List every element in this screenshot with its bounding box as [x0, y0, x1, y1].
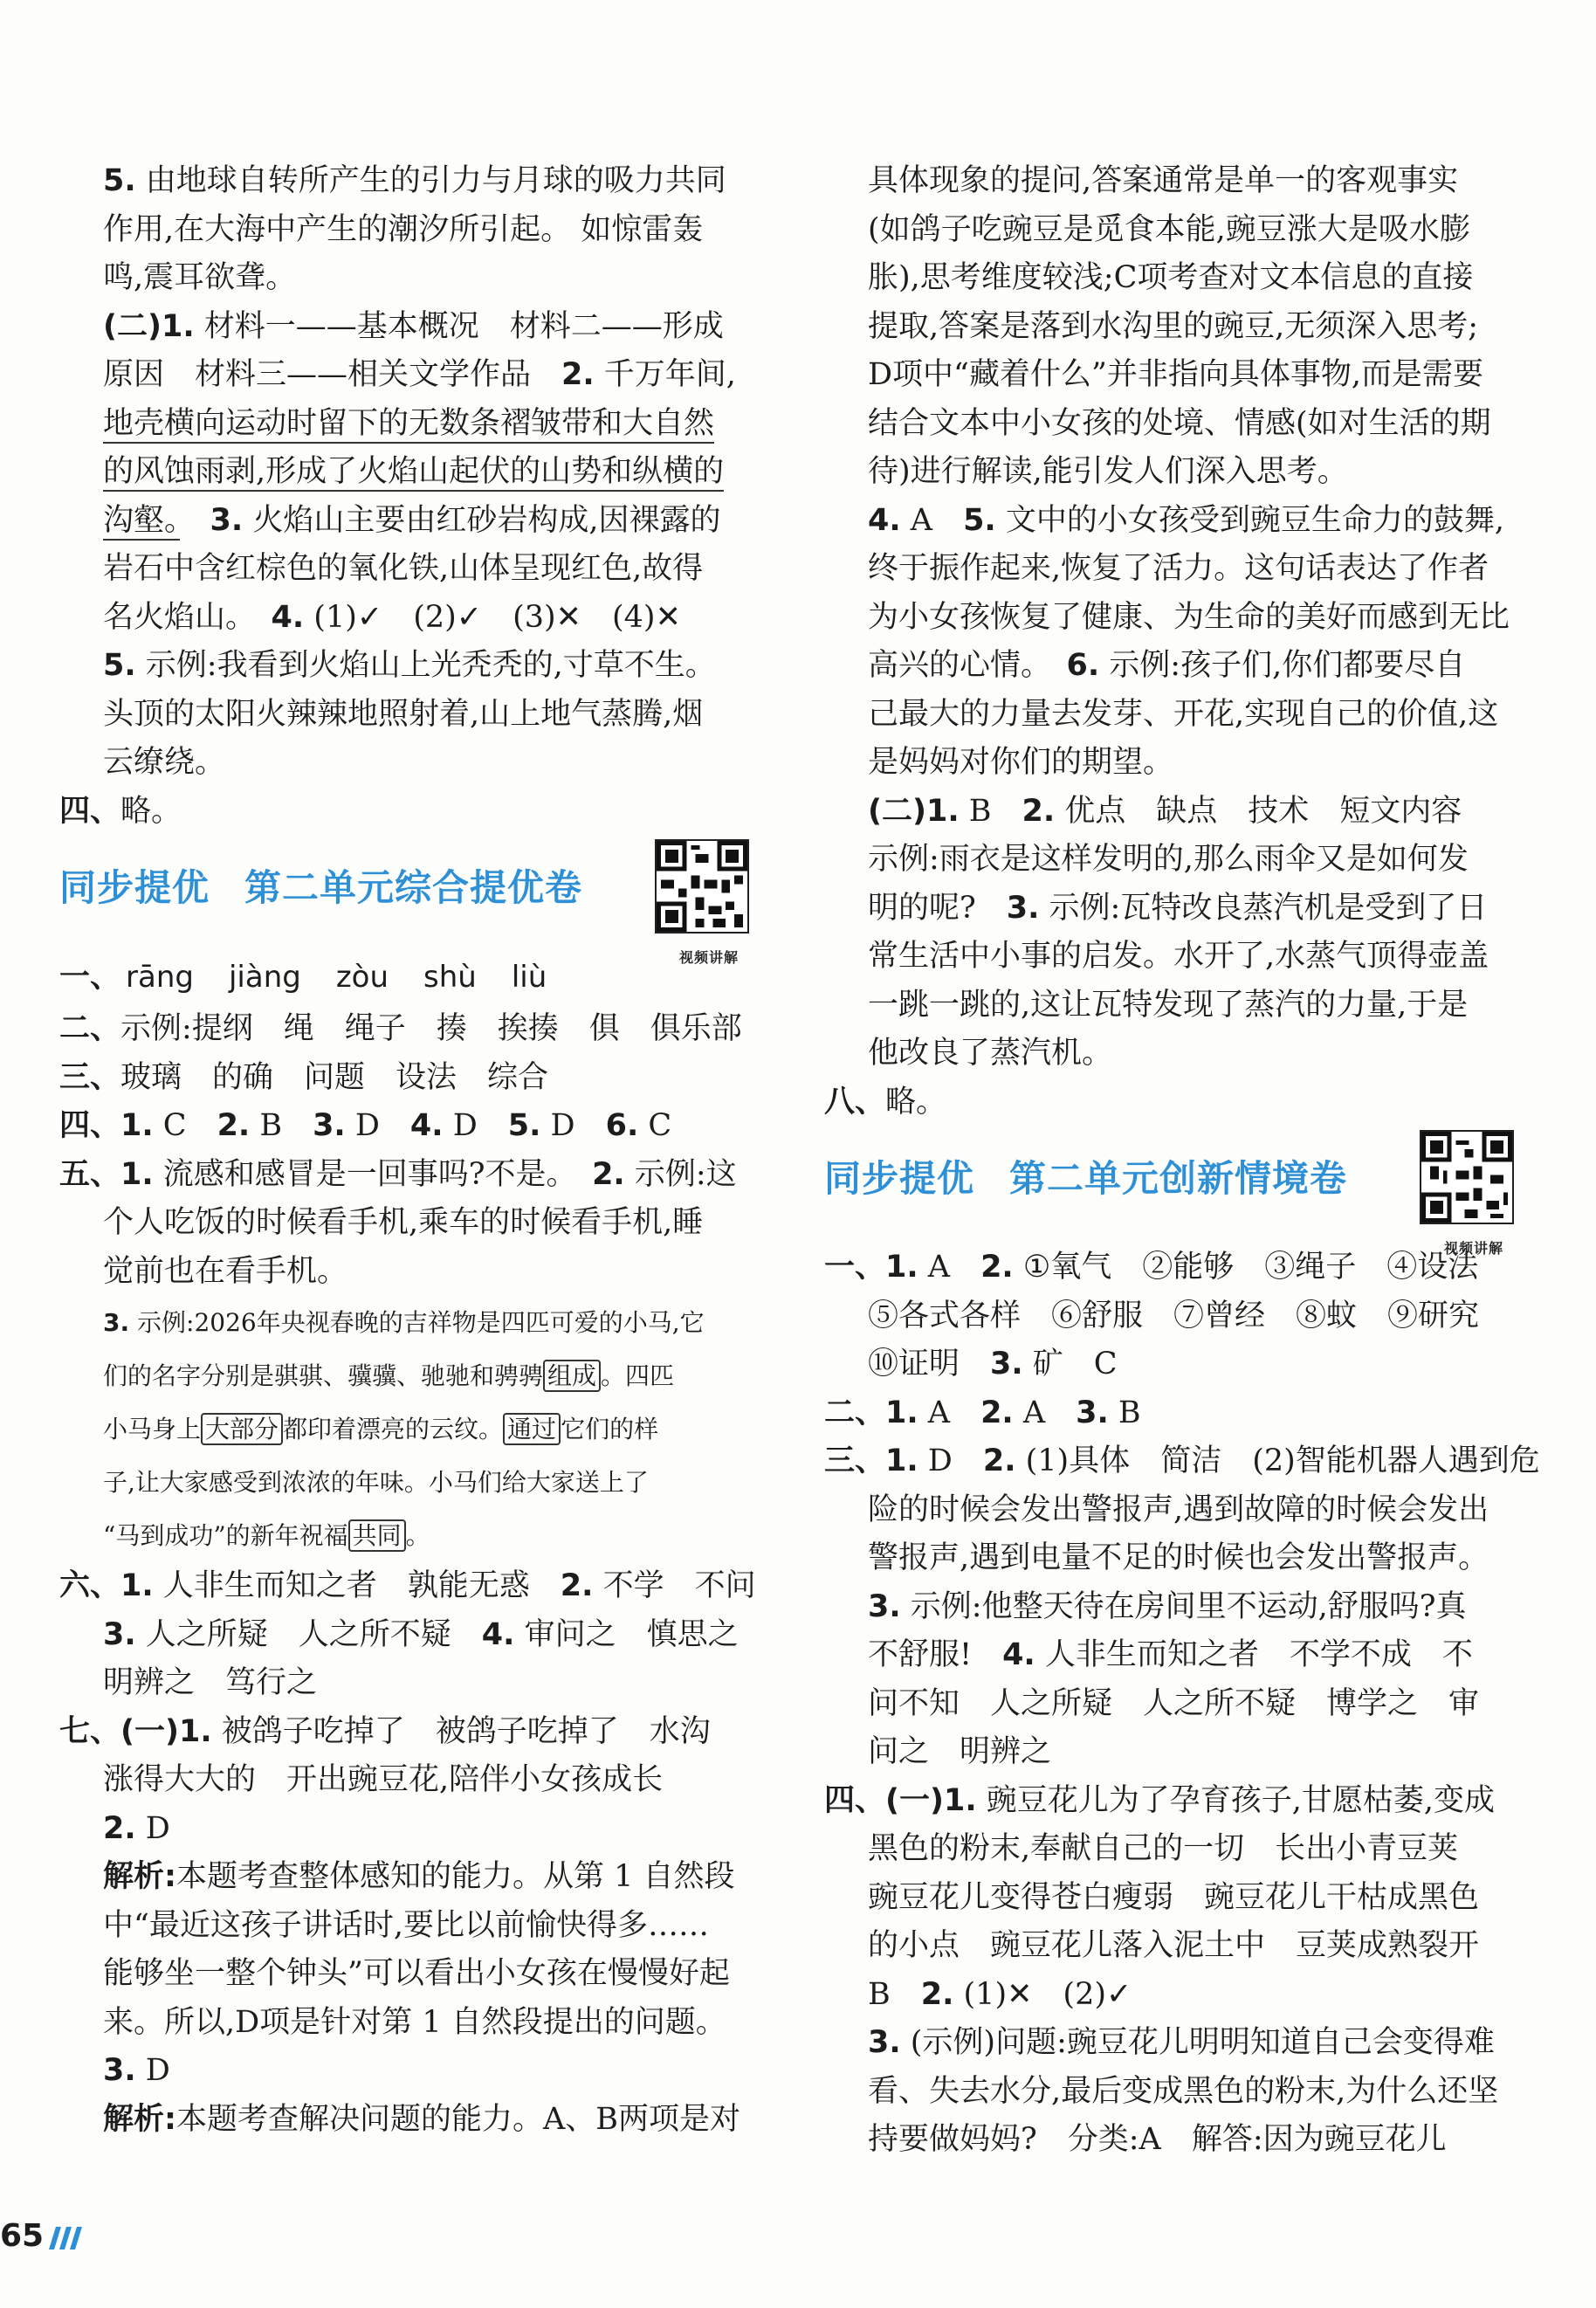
right-bottom-line-13: 黑色的粉末,奉献自己的一切 长出小青豆荚: [868, 1831, 1459, 1866]
right-top-line-9: 终于振作起来,恢复了活力。这句话表达了作者: [868, 551, 1489, 586]
left-answers-end: [59, 1562, 756, 2144]
pinyin-answers: [59, 940, 749, 1002]
pinyin-4: shù: [423, 959, 477, 995]
left-top-line-1: 5. 由地球自转所产生的引力与月球的吸力共同: [103, 163, 726, 198]
right-top-line-4: 提取,答案是落到水沟里的豌豆,无须深入思考;: [868, 308, 1479, 344]
right-bottom-line-8: 3. 示例:他整天待在房间里不运动,舒服吗?真: [868, 1588, 1467, 1624]
left-end-line-5: 涨得大大的 开出豌豆花,陪伴小女孩成长: [103, 1762, 664, 1797]
right-top-line-16: 明的呢? 3. 示例:瓦特改良蒸汽机是受到了日: [868, 890, 1488, 926]
right-top-line-2: (如鸽子吃豌豆是觅食本能,豌豆涨大是吸水膨: [868, 211, 1470, 247]
left-correction-line-3: 小马身上 大部分 都印着漂亮的云纹。 通过 它们的样: [103, 1415, 659, 1443]
left-top-line-4: (二)1. 材料一——基本概况 材料二——形成: [103, 308, 724, 344]
right-bottom-line-2: ⑤各式各样 ⑥舒服 ⑦曾经 ⑧蚊 ⑨研究: [868, 1298, 1480, 1333]
right-top-line-5: D项中“藏着什么”并非指向具体事物,而是需要: [868, 357, 1483, 392]
right-bottom-line-18: 看、失去水分,最后变成黑色的粉末,为什么还坚: [868, 2073, 1499, 2109]
left-correction-line-4: 子,让大家感受到浓浓的年味。小马们给大家送上了: [103, 1468, 649, 1497]
section-title-innovation: [824, 1126, 1514, 1257]
left-correction-line-5: “马到成功”的新年祝福 共同 。: [103, 1521, 430, 1550]
right-top-line-13: 是妈妈对你们的期望。: [868, 745, 1174, 780]
section-title-name: 第二单元综合提优卷: [244, 866, 583, 910]
right-top-line-8: 4. A 5. 文中的小女孩受到豌豆生命力的鼓舞,: [868, 502, 1504, 538]
left-end-line-9: 能够坐一整个钟头”可以看出小女孩在慢慢好起: [103, 1956, 730, 1991]
page-number-stripes-icon: [49, 2227, 84, 2253]
left-top-line-14: 四、略。: [59, 793, 182, 829]
left-top-line-3: 鸣,震耳欲聋。: [103, 260, 297, 295]
left-end-line-4: 七、(一)1. 被鸽子吃掉了 被鸽子吃掉了 水沟: [59, 1713, 711, 1749]
right-top-line-12: 己最大的力量去发芽、开花,实现自己的价值,这: [868, 696, 1499, 732]
qr-caption: 视频讲解: [678, 949, 739, 966]
right-bottom-line-19: 持要做妈妈? 分类:A 解答:因为豌豆花儿: [868, 2122, 1447, 2157]
right-top-line-3: 胀),思考维度较浅;C项考查对文本信息的直接: [868, 260, 1474, 295]
right-bottom-line-15: 的小点 豌豆花儿落入泥土中 豆荚成熟裂开: [868, 1928, 1480, 1963]
right-answers-top: [824, 157, 1514, 1126]
left-top-line-6: 地壳横向运动时留下的无数条褶皱带和大自然: [59, 400, 749, 449]
right-top-line-20: 八、略。: [824, 1084, 947, 1120]
left-top-line-13: 云缭绕。: [103, 745, 226, 780]
right-bottom-line-4: 二、1. A 2. A 3. B: [824, 1395, 1141, 1430]
right-top-line-1: 具体现象的提问,答案通常是单一的客观事实: [868, 163, 1459, 198]
right-bottom-line-12: 四、(一)1. 豌豆花儿为了孕育孩子,甘愿枯萎,变成: [824, 1782, 1496, 1818]
left-bottom-line-6: 觉前也在看手机。: [103, 1253, 348, 1289]
left-top-line-12: 头顶的太阳火辣辣地照射着,山上地气蒸腾,烟: [103, 696, 704, 732]
left-end-line-11: 3. D: [103, 2053, 170, 2088]
right-column: [824, 157, 1540, 2165]
right-bottom-line-16: B 2. (1)✕ (2)✓: [868, 1976, 1132, 2012]
left-end-line-1: 六、1. 人非生而知之者 孰能无惑 2. 不学 不问: [59, 1568, 756, 1603]
right-top-line-6: 结合文本中小女孩的处境、情感(如对生活的期: [868, 405, 1491, 441]
qr-code-icon[interactable]: [655, 839, 749, 934]
left-top-line-7: 的风蚀雨剥,形成了火焰山起伏的山势和纵横的: [59, 448, 749, 497]
right-top-line-11: 高兴的心情。 6. 示例:孩子们,你们都要尽自: [868, 648, 1466, 683]
right-top-line-18: 一跳一跳的,这让瓦特发现了蒸汽的力量,于是: [868, 987, 1469, 1023]
right-bottom-line-14: 豌豆花儿变得苍白瘦弱 豌豆花儿干枯成黑色: [868, 1879, 1480, 1915]
left-top-line-11: 5. 示例:我看到火焰山上光秃秃的,寸草不生。: [103, 648, 716, 683]
right-bottom-line-17: 3. (示例)问题:豌豆花儿明明知道自己会变得难: [868, 2025, 1495, 2060]
pinyin-3: zòu: [335, 959, 389, 995]
right-top-line-15: 示例:雨衣是这样发明的,那么雨伞又是如何发: [868, 842, 1469, 877]
left-top-line-9: 岩石中含红棕色的氧化铁,山体呈现红色,故得: [103, 551, 704, 586]
section-title-name: 第二单元创新情境卷: [1009, 1157, 1348, 1201]
right-top-line-7: 待)进行解读,能引发人们深入思考。: [868, 454, 1348, 489]
right-top-line-14: (二)1. B 2. 优点 缺点 技术 短文内容: [868, 793, 1462, 829]
right-bottom-line-6: 险的时候会发出警报声,遇到故障的时候会发出: [868, 1492, 1489, 1527]
left-end-line-12: 解析:本题考查解决问题的能力。A、B两项是对: [103, 2101, 740, 2137]
right-bottom-line-9: 不舒服! 4. 人非生而知之者 不学不成 不: [868, 1637, 1473, 1672]
left-answers-corrections: [59, 1296, 749, 1562]
left-top-line-10: 名火焰山。 4. (1)✓ (2)✓ (3)✕ (4)✕: [103, 599, 681, 635]
left-column: [59, 157, 756, 2144]
left-answers-top: [59, 157, 749, 836]
right-top-line-17: 常生活中小事的启发。水开了,水蒸气顶得壶盖: [868, 939, 1489, 974]
question-number-one: 一、: [59, 959, 121, 995]
left-top-line-8: 沟壑。 3. 火焰山主要由红砂岩构成,因裸露的: [59, 497, 749, 546]
right-top-line-19: 他改良了蒸汽机。: [868, 1036, 1113, 1071]
left-end-line-2: 3. 人之所疑 人之所不疑 4. 审问之 慎思之: [103, 1616, 739, 1652]
pinyin-5: liù: [511, 959, 547, 995]
qr-caption: 视频讲解: [1443, 1240, 1503, 1257]
page-number: 65: [0, 2218, 45, 2254]
right-answers-bottom: [824, 1244, 1540, 2165]
left-answers-bottom: [59, 1005, 749, 1296]
left-bottom-line-5: 个人吃饭的时候看手机,乘车的时候看手机,睡: [103, 1205, 704, 1240]
section-title-comprehensive: [59, 836, 749, 966]
section-title-prefix: 同步提优: [59, 866, 210, 910]
right-top-line-10: 为小女孩恢复了健康、为生命的美好而感到无比: [868, 599, 1510, 635]
left-end-line-8: 中“最近这孩子讲话时,要比以前愉快得多……: [103, 1907, 710, 1943]
right-bottom-line-10: 问不知 人之所疑 人之所不疑 博学之 审: [868, 1685, 1480, 1721]
right-bottom-line-5: 三、1. D 2. (1)具体 简洁 (2)智能机器人遇到危: [824, 1443, 1540, 1478]
left-end-line-3: 明辨之 笃行之: [103, 1665, 318, 1700]
left-bottom-line-1: 二、示例:提纲 绳 绳子 揍 挨揍 俱 俱乐部: [59, 1011, 742, 1046]
section-title-prefix: 同步提优: [824, 1157, 975, 1201]
left-top-line-2: 作用,在大海中产生的潮汐所引起。 如惊雷轰: [103, 211, 704, 247]
left-bottom-line-2: 三、玻璃 的确 问题 设法 综合: [59, 1059, 549, 1095]
left-bottom-line-3: 四、1. C 2. B 3. D 4. D 5. D 6. C: [59, 1108, 672, 1143]
pinyin-1: rāng: [126, 959, 194, 995]
left-end-line-7: 解析:本题考查整体感知的能力。从第 1 自然段: [103, 1859, 735, 1894]
left-bottom-line-4: 五、1. 流感和感冒是一回事吗?不是。 2. 示例:这: [59, 1156, 737, 1192]
left-end-line-6: 2. D: [103, 1810, 170, 1846]
right-bottom-line-7: 警报声,遇到电量不足的时候也会发出警报声。: [868, 1540, 1489, 1575]
left-correction-line-1: 3. 示例:2026年央视春晚的吉祥物是四匹可爱的小马,它: [103, 1308, 705, 1337]
left-top-line-5: 原因 材料三——相关文学作品 2. 千万年间,: [103, 357, 736, 392]
left-end-line-10: 来。所以,D项是针对第 1 自然段提出的问题。: [103, 2004, 726, 2040]
right-bottom-line-3: ⑩证明 3. 矿 C: [868, 1347, 1118, 1381]
right-bottom-line-1: 一、1. A 2. ①氧气 ②能够 ③绳子 ④设法: [824, 1250, 1479, 1285]
right-bottom-line-11: 问之 明辨之: [868, 1734, 1052, 1769]
left-correction-line-2: 们的名字分别是骐骐、骥骥、驰驰和骋骋 组成 。四匹: [103, 1361, 675, 1390]
qr-code-icon[interactable]: [1420, 1130, 1514, 1224]
pinyin-2: jiàng: [228, 959, 301, 995]
